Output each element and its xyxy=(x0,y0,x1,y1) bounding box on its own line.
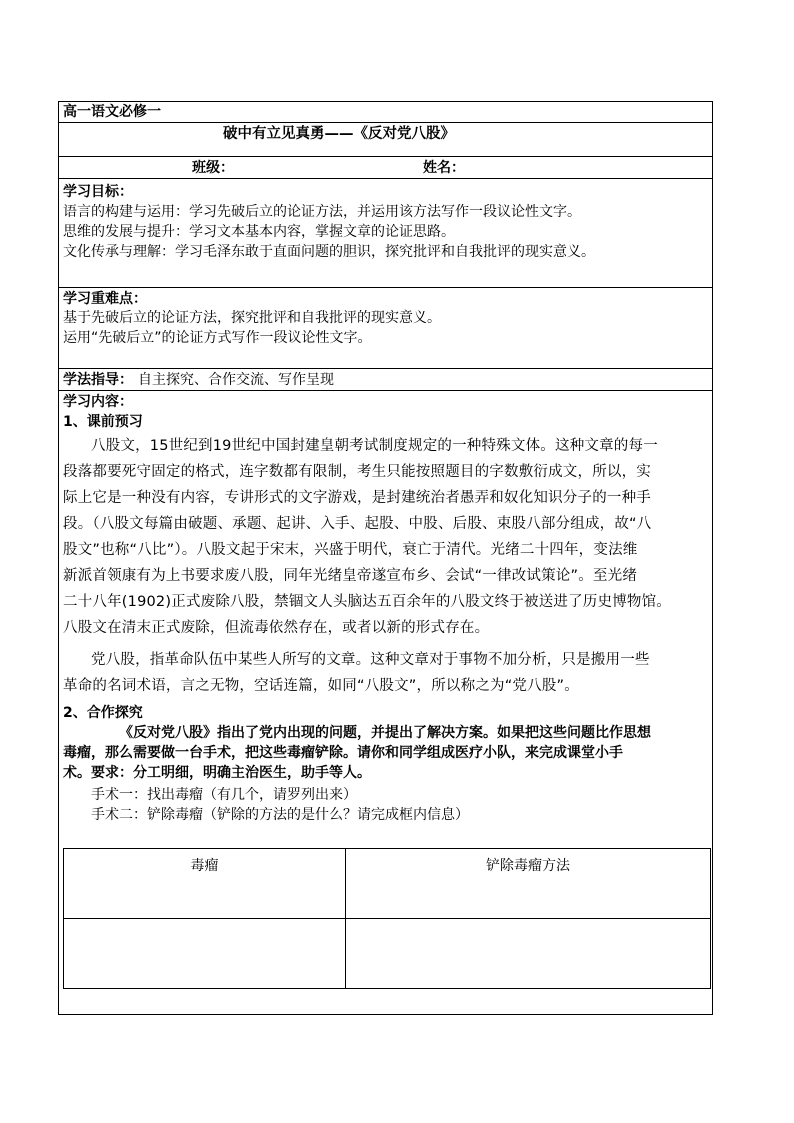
goals-section xyxy=(59,179,712,288)
surgery-one: 手术一：找出毒瘤（有几个，请罗列出来） xyxy=(91,787,357,803)
text-line: 二十八年(1902)正式废除八股，禁锢文人头脑达五百余年的八股文终于被送进了历史博物馆。 xyxy=(63,594,672,610)
goal-item: 文化传承与理解：学习毛泽东敢于直面问题的胆识，探究批评和自我批评的现实意义。 xyxy=(63,244,595,260)
text-line: 股文”也称“八比”）。八股文起于宋末，兴盛于明代，衰亡于清代。光绪二十四年，变法维 xyxy=(63,542,638,558)
method-row xyxy=(59,369,712,391)
content-heading: 学习内容： xyxy=(63,394,133,410)
difficulties-heading: 学习重难点： xyxy=(63,291,147,307)
goals-heading: 学习目标： xyxy=(63,184,133,200)
section2-title: 2、合作探究 xyxy=(63,705,143,721)
text-line: 段。（八股文每篇由破题、承题、起讲、入手、起股、中股、后股、束股八部分组成，故“八 xyxy=(63,516,652,532)
section1-title: 1、课前预习 xyxy=(63,414,143,430)
method-heading: 学法指导： xyxy=(63,372,133,388)
class-label: 班级： xyxy=(192,160,234,176)
text-line: 革命的名词术语，言之无物，空话连篇，如同“八股文”，所以称之为“党八股”。 xyxy=(63,678,579,694)
text-line: 术。要求：分工明细，明确主治医生，助手等人。 xyxy=(63,765,371,781)
text-line: 八股文，15世纪到19世纪中国封建皇朝考试制度规定的一种特殊文体。这种文章的每一 xyxy=(91,438,658,454)
method-answer-cell[interactable] xyxy=(346,919,711,989)
content-section xyxy=(59,391,712,1014)
surgery-two: 手术二：铲除毒瘤（铲除的方法的是什么？请完成框内信息） xyxy=(91,807,469,823)
goal-item: 思维的发展与提升：学习文本基本内容，掌握文章的论证思路。 xyxy=(63,224,455,240)
lesson-title: 破中有立见真勇——《反对党八股》 xyxy=(223,126,455,142)
text-line: 新派首领康有为上书要求废八股，同年光绪皇帝遂宣布乡、会试“一律改试策论”。至光绪 xyxy=(63,568,638,584)
course-row xyxy=(59,102,712,123)
text-line: 《反对党八股》指出了党内出现的问题，并提出了解决方案。如果把这些问题比作思想 xyxy=(119,725,651,741)
text-line: 毒瘤，那么需要做一台手术，把这些毒瘤铲除。请你和同学组成医疗小队，来完成课堂小手 xyxy=(63,745,623,761)
worksheet xyxy=(58,101,713,1015)
table-header-tumor: 毒瘤 xyxy=(64,849,346,919)
title-row xyxy=(59,123,712,157)
difficulty-item: 基于先破后立的论证方法，探究批评和自我批评的现实意义。 xyxy=(63,310,441,326)
preview-paragraph-2 xyxy=(59,647,710,699)
difficulty-item: 运用“先破后立”的论证方式写作一段议论性文字。 xyxy=(63,330,372,346)
tumor-removal-table xyxy=(63,848,711,989)
tumor-answer-cell[interactable] xyxy=(64,919,346,989)
text-line: 际上它是一种没有内容，专讲形式的文字游戏，是封建统治者愚弄和奴化知识分子的一种手 xyxy=(63,490,651,506)
student-info-row xyxy=(59,157,712,179)
difficulties-section xyxy=(59,288,712,369)
goal-item: 语言的构建与运用：学习先破后立的论证方法，并运用该方法写作一段议论性文字。 xyxy=(63,204,581,220)
text-line: 段落都要死守固定的格式，连字数都有限制，考生只能按照题目的字数敷衍成文，所以，实 xyxy=(63,464,651,480)
table-row xyxy=(64,849,711,919)
text-line: 党八股，指革命队伍中某些人所写的文章。这种文章对于事物不加分析，只是搬用一些 xyxy=(91,652,650,668)
course-name: 高一语文必修一 xyxy=(63,104,161,120)
text-line: 八股文在清末正式废除，但流毒依然存在，或者以新的形式存在。 xyxy=(63,620,490,636)
table-row xyxy=(64,919,711,989)
table-header-method: 铲除毒瘤方法 xyxy=(346,849,711,919)
name-label: 姓名： xyxy=(423,160,465,176)
method-text: 自主探究、合作交流、写作呈现 xyxy=(138,372,334,388)
preview-paragraph-1 xyxy=(59,433,710,641)
